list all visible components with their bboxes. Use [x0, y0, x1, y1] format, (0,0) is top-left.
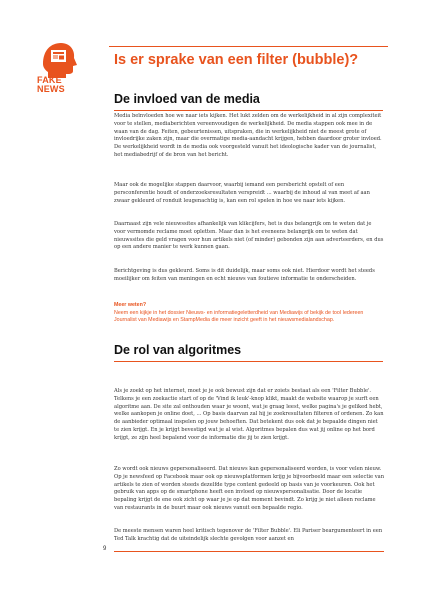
page-number: 9	[103, 546, 107, 552]
section-rule-algoritmes	[114, 361, 383, 362]
paragraph-algoritmes-3: De meeste mensen waren heel kritisch tegenover de 'Filter Bubble'. Eli Pariser beargumenteert in een Ted Talk krachtig dat de uiteindelijk slechte gevolgen voor aanzet en	[114, 528, 383, 542]
section-rule-media	[114, 110, 383, 111]
paragraph-media-2: Maar ook de mogelijke stappen daarvoor, waarbij iemand een persbericht opstelt of een persconferentie houdt of onderzoeksresultaten verspreidt ... waarbij de inhoud al van meet af aan zwaar gekleurd of ronduit leugenachtig is, kan een rol spelen in hoe we naar iets kijken.	[114, 182, 370, 204]
section-heading-media: De invloed van de media	[114, 92, 260, 106]
paragraph-media-4: Berichtgeving is dus gekleurd. Soms is dit duidelijk, maar soms ook niet. Hierdoor wordt het steeds moeilijker om feiten van meningen en echt nieuws van foutieve informatie te onderscheiden.	[114, 268, 375, 282]
paragraph-algoritmes-1: Als je zoekt op het internet, moet je je ook bewust zijn dat er zoiets bestaat als een 'Filter Bubble'. Telkens je een zoekactie start of op de 'Vind ik leuk'-knop klikt, maakt de website waarop je surft een algoritme aan. De site zal onthouden waar je woont, wat je graag leest, welke pagina's je geliked hebt, welke aankopen je online doet, ... Op basis daarvan zal hij je zoekresultaten filteren of ordenen. Zo kan de aanbieder optimaal inspelen op jouw behoeften. Dat betekent dus ook dat je bepaalde dingen niet te zien krijgt. En je krijgt bevestigd wat je al wist. Algoritmes bepalen dus wat jij online op het bord krijgt, ze zijn heel bepalend voor de informatie die jij te zien krijgt.	[114, 388, 384, 441]
logo-text: FAKE NEWS	[37, 75, 65, 94]
paragraph-media-3: Daarnaast zijn vele nieuwssites afhankelijk van klikcijfers, het is dus belangrijk om te weten dat je voor vermomde reclame moet opletten. Maar dan is het eveneens belangrijk om te weten dat nieuwssites die geld vragen voor hun artikels niet (of minder) gebonden zijn aan adverteerders, en dus op een andere manier te werk kunnen gaan.	[114, 221, 384, 251]
title-rule	[109, 46, 388, 47]
paragraph-media-1: Media beïnvloeden hoe we naar iets kijken. Het lukt zelden om de werkelijkheid in al zijn complexiteit voor te stellen, mediaberichten vereenvoudigen de werkelijkheid. De media stappen ook mee in de waan van de dag. Feiten, gebeurtenissen, uitspraken, die in werkelijkheid niet de meest grote of invloedrijke zaken zijn, maar die overmatige media-aandacht krijgen, hebben daardoor groter invloed. De werkelijkheid wordt in de media ook voorgesteld vanuit het ideologische kader van de journalist, het mediabedrijf of de bron van het bericht.	[114, 113, 382, 158]
meer-weten-label: Meer weten?	[114, 302, 147, 308]
footer-rule	[114, 551, 384, 552]
section-heading-algoritmes: De rol van algoritmes	[114, 343, 242, 357]
meer-weten-text: Neem een kijkje in het dossier Nieuws- en informatiegeletterdheid van Mediawijs of bekijk de tool Iedereen Journalist van Mediawijs en StampMedia die meer inzicht geeft in het nieuwsmedialandschap.	[114, 309, 364, 324]
meer-weten-box	[114, 302, 384, 325]
paragraph-algoritmes-2: Zo wordt ook nieuws gepersonaliseerd. Dat nieuws kan gepersonaliseerd worden, is voor velen nieuw. Op je newsfeed op Facebook maar ook op nieuwsplatformen krijg je bijvoorbeeld maar een selectie van artikels te zien of worden steeds dezelfde type content gedeeld op basis van je voorkeuren. Ook het gebruik van apps op de smartphone heeft een invloed op nieuwspersonalisatie. Door de locatie bepaling krijgt de ene ook zicht op waar je je op dat moment bevindt. Zo krijg je niet alleen reclame van restaurants in de buurt maar ook nieuws vanuit een bepaalde regio.	[114, 466, 385, 511]
page-title: Is er sprake van een filter (bubble)?	[114, 52, 359, 68]
